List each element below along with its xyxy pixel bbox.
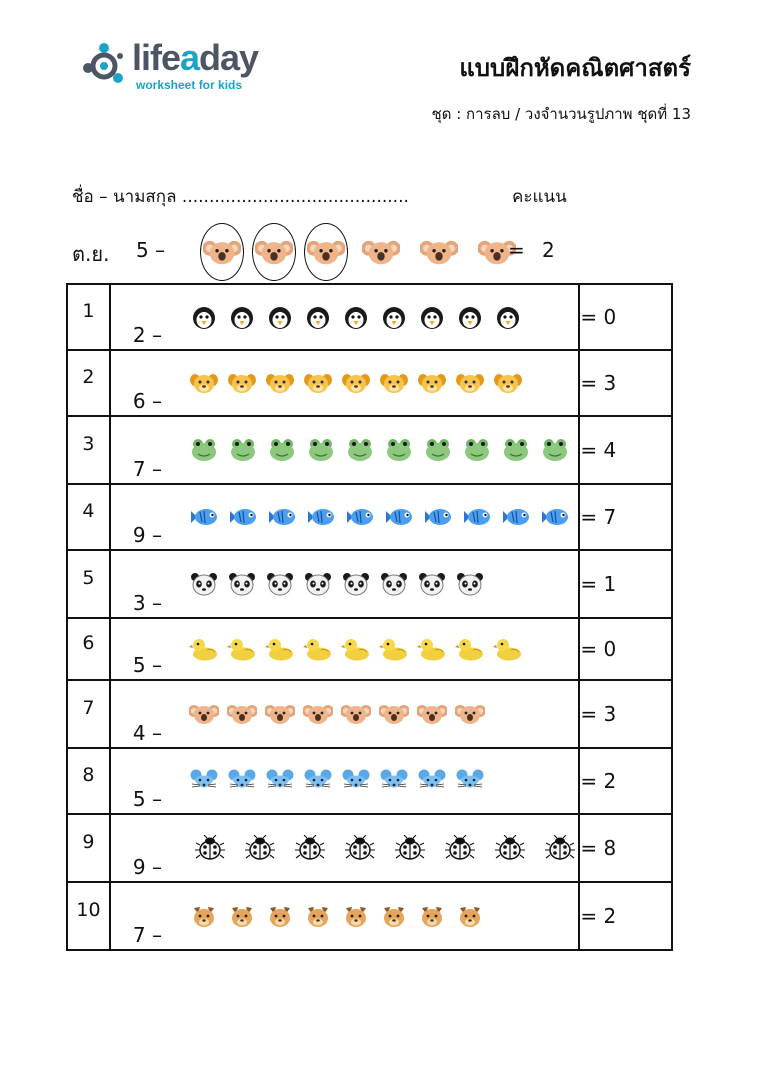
deer-icon [189,903,219,929]
penguin-icon [341,304,371,330]
row-minuend: 4 – [132,721,162,745]
row-minuend: 6 – [132,389,162,413]
duck-icon [455,636,485,662]
duck-icon [265,636,295,662]
table-row [67,680,672,748]
row-answer: = 0 [579,284,672,350]
dog-icon[interactable] [337,370,375,396]
duck-icon[interactable] [299,636,337,662]
frog-icon [462,437,492,463]
frog-icon[interactable] [458,437,497,463]
dog-icon [227,370,257,396]
row-number-label: 2 [82,366,95,388]
row-problem [110,350,579,416]
row-minuend: 5 – [132,787,162,811]
dog-icon [379,370,409,396]
fish-icon[interactable] [185,504,224,530]
fish-icon [501,504,531,530]
row-number [67,814,110,882]
ladybug-icon [245,835,275,861]
dog-icon[interactable] [375,370,413,396]
ladybug-icon[interactable] [235,835,285,861]
table-row [67,284,672,350]
mouse-icon[interactable] [185,768,223,794]
penguin-icon [265,304,295,330]
penguin-icon [303,304,333,330]
duck-icon[interactable] [185,636,223,662]
row-number [67,350,110,416]
fish-icon[interactable] [458,504,497,530]
fish-icon[interactable] [419,504,458,530]
frog-icon [189,437,219,463]
row-icons[interactable] [185,304,527,330]
fish-icon [423,504,453,530]
table-row [67,748,672,814]
frog-icon[interactable] [341,437,380,463]
mouse-icon[interactable] [261,768,299,794]
table-row [67,350,672,416]
koala-icon[interactable] [261,701,299,727]
row-problem [110,284,579,350]
row-problem [110,550,579,618]
dog-icon [341,370,371,396]
koala-icon [303,701,333,727]
row-number [67,550,110,618]
panda-icon[interactable] [299,571,337,597]
frog-icon [306,437,336,463]
panda-icon[interactable] [261,571,299,597]
table-row [67,484,672,550]
score-label: คะแนน [512,187,567,207]
row-minuend: 9 – [132,855,162,879]
duck-icon [493,636,523,662]
frog-icon [267,437,297,463]
row-minuend: 9 – [132,523,162,547]
circled-example-icon [252,223,296,281]
fish-icon [228,504,258,530]
brand-name: lifeaday [132,37,259,78]
example-icon [414,222,464,282]
circled-example-icon [304,223,348,281]
duck-icon [227,636,257,662]
row-answer: = 4 [579,416,672,484]
koala-icon[interactable] [413,701,451,727]
row-number-label: 10 [76,899,101,921]
fish-icon[interactable] [380,504,419,530]
table-row [67,882,672,950]
koala-icon [455,701,485,727]
example-answer: 2 [542,238,555,262]
panda-icon [265,571,295,597]
deer-icon[interactable] [451,903,489,929]
duck-icon[interactable] [489,636,527,662]
row-problem [110,618,579,680]
row-icons[interactable] [185,636,527,662]
dog-icon[interactable] [261,370,299,396]
penguin-icon[interactable] [451,304,489,330]
ladybug-icon [195,835,225,861]
row-number-label: 7 [82,697,95,719]
panda-icon[interactable] [413,571,451,597]
mouse-icon [341,768,371,794]
page-subtitle: ชุด : การลบ / วงจำนวนรูปภาพ ชุดที่ 13 [431,105,691,123]
dog-icon [493,370,523,396]
dog-icon [303,370,333,396]
mouse-icon [227,768,257,794]
row-icons[interactable] [185,768,489,794]
dog-icon[interactable] [185,370,223,396]
deer-icon[interactable] [413,903,451,929]
ladybug-icon[interactable] [335,835,385,861]
duck-icon [341,636,371,662]
deer-icon[interactable] [185,903,223,929]
row-minuend: 3 – [132,591,162,615]
brand-logo [82,37,282,96]
panda-icon[interactable] [185,571,223,597]
dog-icon [455,370,485,396]
fish-icon [306,504,336,530]
fish-icon[interactable] [263,504,302,530]
example-icon [356,222,406,282]
ladybug-icon[interactable] [185,835,235,861]
duck-icon[interactable] [261,636,299,662]
mouse-icon [189,768,219,794]
row-number-label: 9 [82,831,95,853]
duck-icon [189,636,219,662]
row-number-label: 5 [82,567,95,589]
panda-icon[interactable] [451,571,489,597]
dog-icon [417,370,447,396]
dog-icon[interactable] [413,370,451,396]
fish-icon[interactable] [497,504,536,530]
row-number-label: 6 [82,632,95,654]
penguin-icon[interactable] [299,304,337,330]
mouse-icon[interactable] [375,768,413,794]
deer-icon[interactable] [223,903,261,929]
row-answer: = 8 [579,814,672,882]
row-number-label: 8 [82,764,95,786]
koala-icon[interactable] [223,701,261,727]
frog-icon[interactable] [302,437,341,463]
duck-icon[interactable] [413,636,451,662]
row-problem [110,748,579,814]
penguin-icon[interactable] [337,304,375,330]
row-answer: = 2 [579,748,672,814]
lifeaday-logo-icon [82,40,132,90]
koala-icon [379,701,409,727]
row-problem [110,882,579,950]
koala-icon [362,236,400,268]
duck-icon [417,636,447,662]
koala-icon [341,701,371,727]
row-number-label: 4 [82,500,95,522]
page-title: แบบฝึกหัดคณิตศาสตร์ [459,54,691,82]
circled-example-icon [200,223,244,281]
example-minuend: 5 – [136,238,166,262]
row-icons[interactable] [185,571,489,597]
row-problem [110,680,579,748]
koala-icon[interactable] [299,701,337,727]
brand-tagline: worksheet for kids [136,78,243,92]
fish-icon[interactable] [302,504,341,530]
penguin-icon [379,304,409,330]
frog-icon[interactable] [419,437,458,463]
mouse-icon [379,768,409,794]
row-icons[interactable] [185,437,575,463]
fish-icon [267,504,297,530]
deer-icon [341,903,371,929]
fish-icon[interactable] [536,504,575,530]
penguin-icon [455,304,485,330]
ladybug-icon[interactable] [285,835,335,861]
row-number-label: 1 [82,300,95,322]
deer-icon [265,903,295,929]
koala-icon [227,701,257,727]
row-problem [110,484,579,550]
row-number [67,416,110,484]
frog-icon[interactable] [185,437,224,463]
fish-icon [384,504,414,530]
row-number [67,284,110,350]
penguin-icon[interactable] [223,304,261,330]
panda-icon[interactable] [223,571,261,597]
frog-icon[interactable] [263,437,302,463]
example-icons [196,222,526,282]
panda-icon [189,571,219,597]
dog-icon[interactable] [451,370,489,396]
row-icons[interactable] [185,903,489,929]
dog-icon[interactable] [489,370,527,396]
koala-icon[interactable] [375,701,413,727]
table-row [67,550,672,618]
penguin-icon[interactable] [261,304,299,330]
deer-icon[interactable] [299,903,337,929]
frog-icon[interactable] [380,437,419,463]
row-problem [110,814,579,882]
frog-icon[interactable] [497,437,536,463]
ladybug-icon[interactable] [485,835,535,861]
row-answer: = 7 [579,484,672,550]
deer-icon [227,903,257,929]
row-number [67,484,110,550]
row-number [67,882,110,950]
table-row [67,814,672,882]
duck-icon [379,636,409,662]
panda-icon [341,571,371,597]
penguin-icon [189,304,219,330]
ladybug-icon [495,835,525,861]
panda-icon [379,571,409,597]
deer-icon [455,903,485,929]
row-icons[interactable] [185,370,527,396]
fish-icon[interactable] [341,504,380,530]
duck-icon[interactable] [451,636,489,662]
ladybug-icon [295,835,325,861]
penguin-icon [493,304,523,330]
panda-icon[interactable] [337,571,375,597]
ladybug-icon[interactable] [385,835,435,861]
exercise-table [66,283,673,951]
duck-icon[interactable] [375,636,413,662]
deer-icon[interactable] [375,903,413,929]
table-row [67,618,672,680]
koala-icon [189,701,219,727]
duck-icon[interactable] [223,636,261,662]
koala-icon [203,236,241,268]
frog-icon [228,437,258,463]
row-answer: = 2 [579,882,672,950]
duck-icon [303,636,333,662]
row-icons[interactable] [185,504,575,530]
mouse-icon[interactable] [337,768,375,794]
dog-icon[interactable] [299,370,337,396]
fish-icon [345,504,375,530]
row-minuend: 2 – [132,323,162,347]
deer-icon[interactable] [261,903,299,929]
frog-icon [345,437,375,463]
koala-icon [265,701,295,727]
mouse-icon[interactable] [451,768,489,794]
penguin-icon[interactable] [489,304,527,330]
fish-icon [540,504,570,530]
row-answer: = 3 [579,680,672,748]
dog-icon [189,370,219,396]
example-equals: = [508,238,525,262]
koala-icon[interactable] [185,701,223,727]
mouse-icon [417,768,447,794]
koala-icon [255,236,293,268]
mouse-icon[interactable] [299,768,337,794]
example-row [72,222,672,282]
row-number [67,618,110,680]
koala-icon [420,236,458,268]
mouse-icon[interactable] [413,768,451,794]
panda-icon [303,571,333,597]
mouse-icon [455,768,485,794]
koala-icon [307,236,345,268]
ladybug-icon [345,835,375,861]
penguin-icon[interactable] [375,304,413,330]
frog-icon [501,437,531,463]
ladybug-icon[interactable] [435,835,485,861]
panda-icon[interactable] [375,571,413,597]
panda-icon [455,571,485,597]
penguin-icon[interactable] [185,304,223,330]
frog-icon [423,437,453,463]
table-row [67,416,672,484]
row-number-label: 3 [82,433,95,455]
panda-icon [227,571,257,597]
row-answer: = 3 [579,350,672,416]
fish-icon [189,504,219,530]
example-label: ต.ย. [72,242,110,266]
deer-icon [379,903,409,929]
penguin-icon[interactable] [413,304,451,330]
ladybug-icon [445,835,475,861]
row-minuend: 7 – [132,457,162,481]
panda-icon [417,571,447,597]
mouse-icon[interactable] [223,768,261,794]
deer-icon[interactable] [337,903,375,929]
fish-icon [462,504,492,530]
row-problem [110,416,579,484]
penguin-icon [417,304,447,330]
frog-icon[interactable] [224,437,263,463]
row-number [67,748,110,814]
koala-icon [417,701,447,727]
frog-icon [384,437,414,463]
mouse-icon [265,768,295,794]
row-minuend: 5 – [132,653,162,677]
fish-icon[interactable] [224,504,263,530]
deer-icon [303,903,333,929]
row-answer: = 1 [579,550,672,618]
frog-icon[interactable] [536,437,575,463]
penguin-icon [227,304,257,330]
ladybug-icon [545,835,575,861]
name-field-label: ชื่อ – นามสกุล .......................................... [72,187,409,207]
row-icons[interactable] [185,701,489,727]
dog-icon [265,370,295,396]
dog-icon[interactable] [223,370,261,396]
koala-icon[interactable] [337,701,375,727]
frog-icon [540,437,570,463]
koala-icon[interactable] [451,701,489,727]
deer-icon [417,903,447,929]
ladybug-icon [395,835,425,861]
row-icons[interactable] [185,835,585,861]
duck-icon[interactable] [337,636,375,662]
row-number [67,680,110,748]
ladybug-icon[interactable] [535,835,585,861]
mouse-icon [303,768,333,794]
row-answer: = 0 [579,618,672,680]
row-minuend: 7 – [132,923,162,947]
